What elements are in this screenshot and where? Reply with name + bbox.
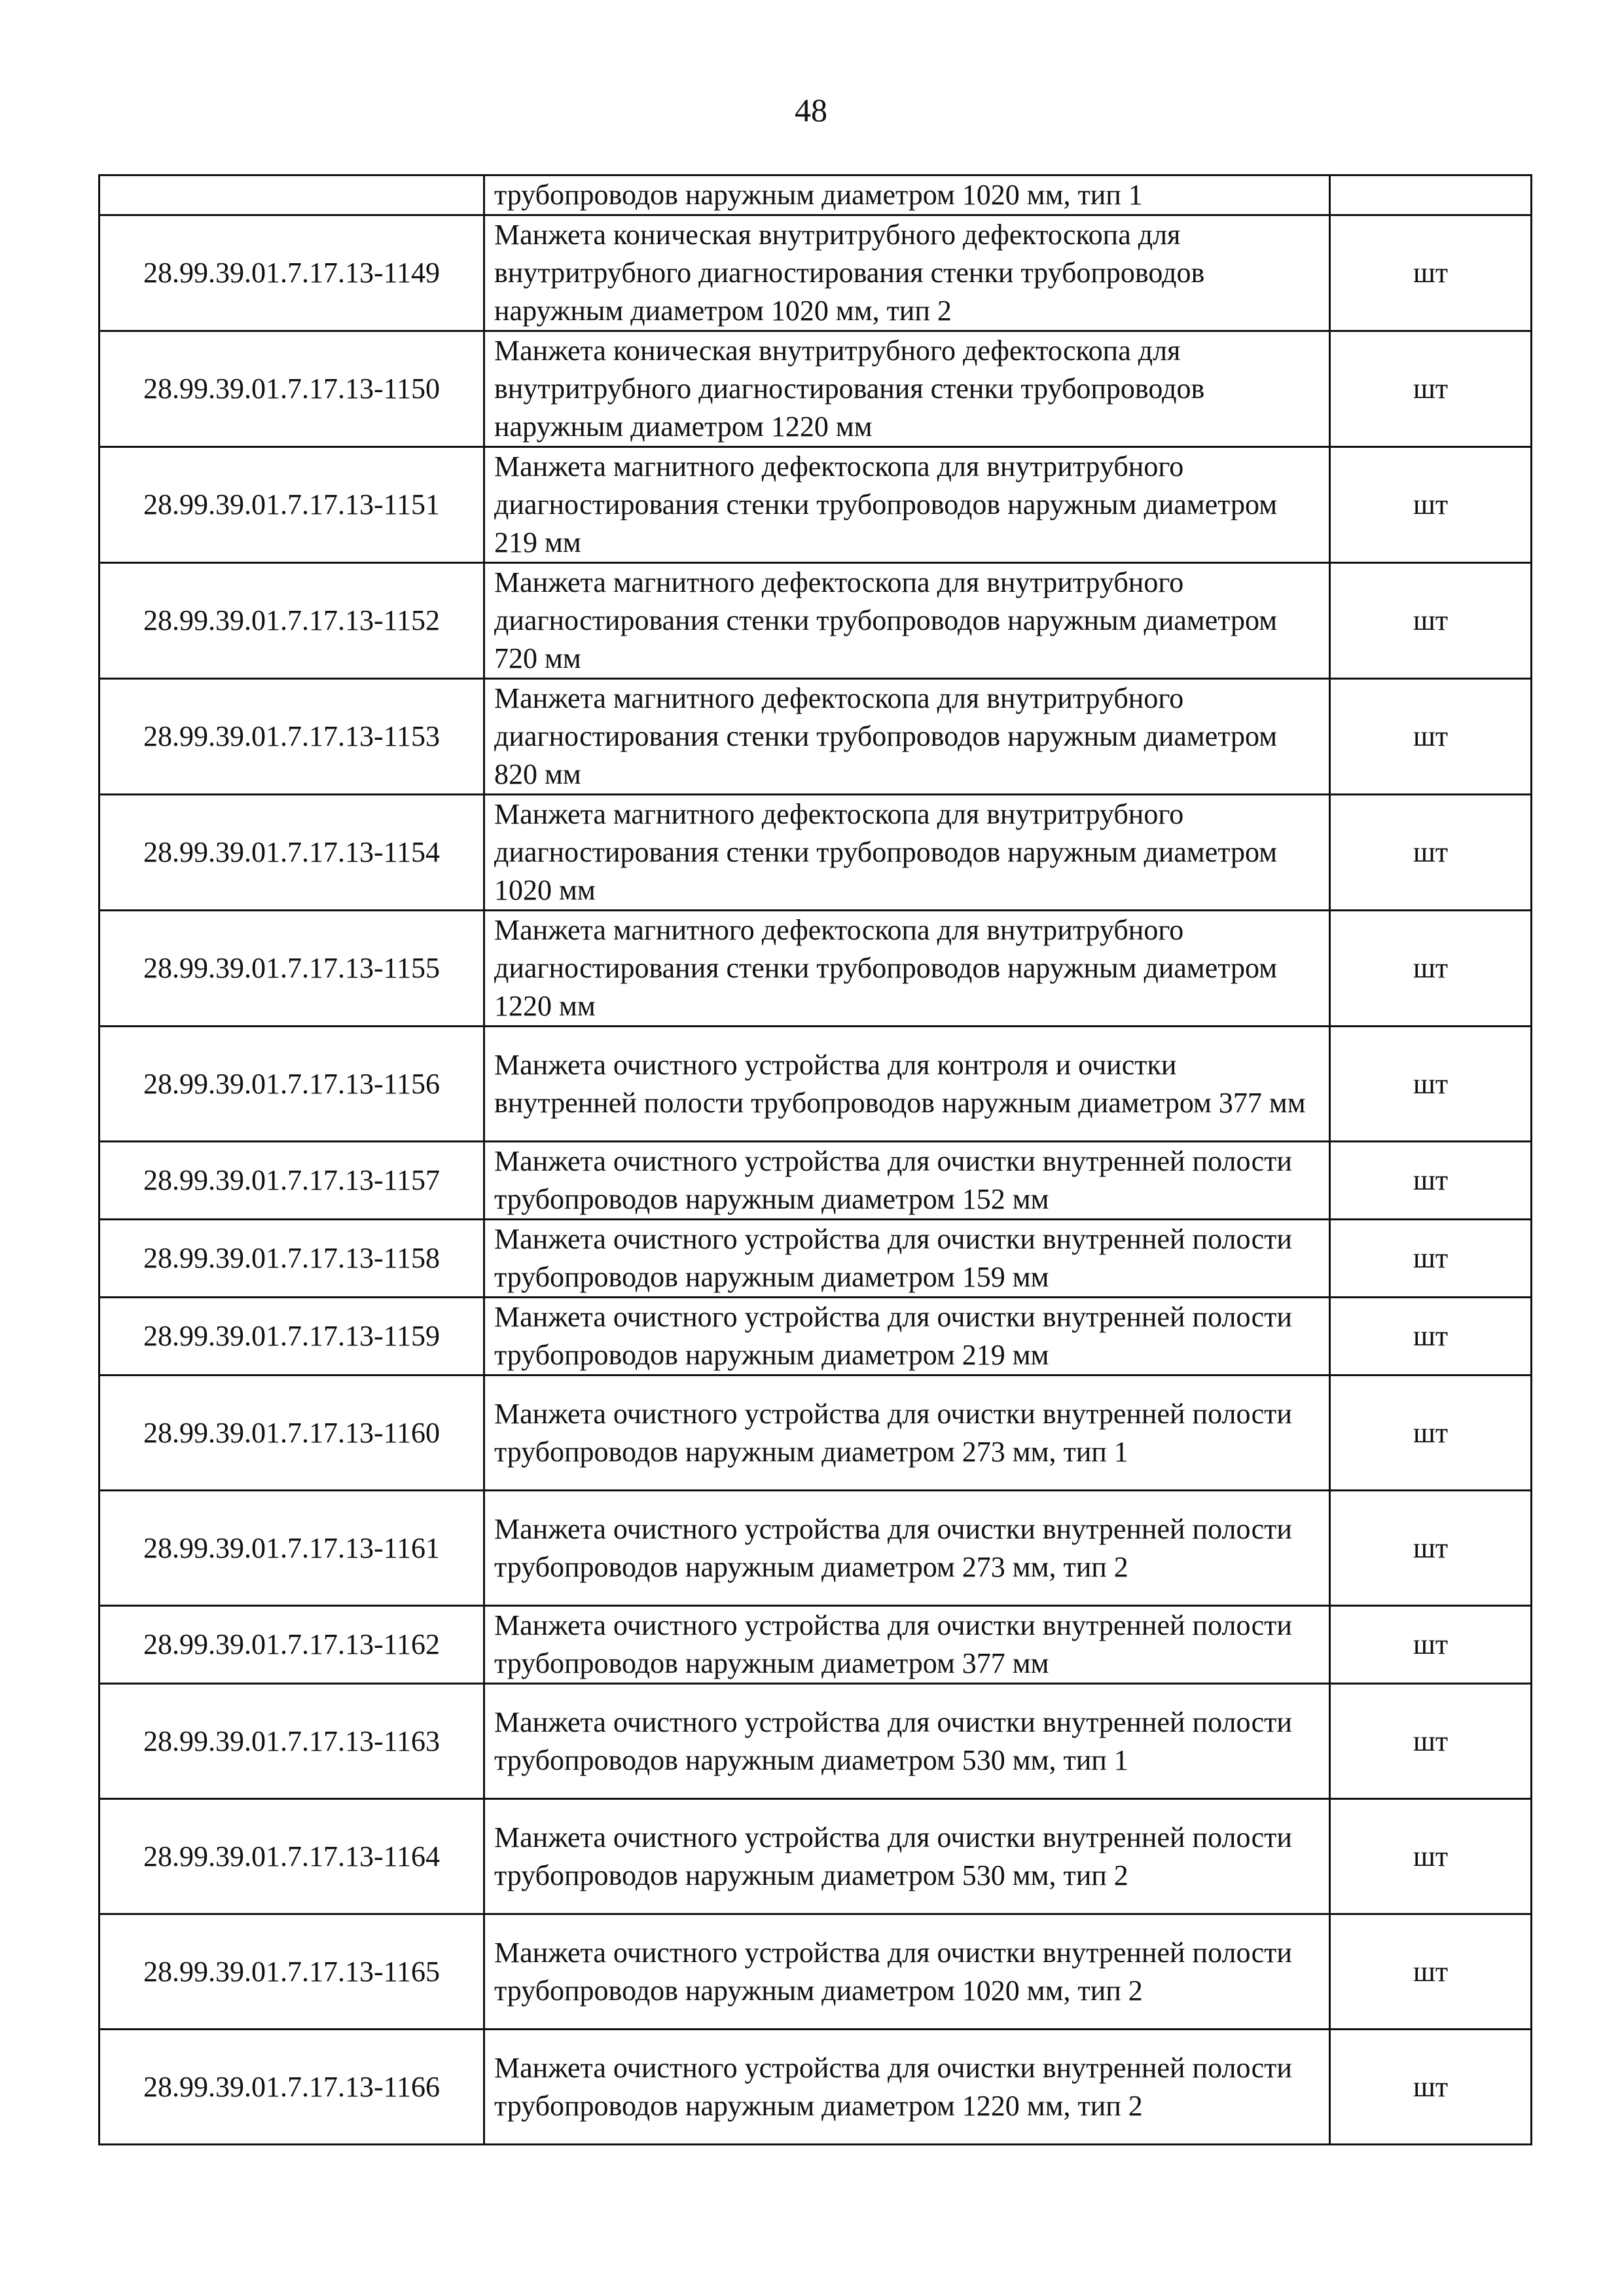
product-description-cell: Манжета очистного устройства для очистки внутренней полости трубопроводов наружным диаметром 530 мм, тип 2 xyxy=(484,1799,1330,1914)
table-row xyxy=(99,563,1532,679)
product-description-cell: Манжета магнитного дефектоскопа для внутритрубного диагностирования стенки трубопроводов наружным диаметром 1020 мм xyxy=(484,795,1330,911)
unit-cell: шт xyxy=(1330,679,1532,795)
product-description-cell: Манжета очистного устройства для очистки внутренней полости трубопроводов наружным диаметром 219 мм xyxy=(484,1298,1330,1376)
table-row xyxy=(99,1220,1532,1298)
unit-cell: шт xyxy=(1330,1491,1532,1606)
product-code-cell: 28.99.39.01.7.17.13-1162 xyxy=(99,1606,484,1684)
unit-cell: шт xyxy=(1330,911,1532,1027)
unit-cell: шт xyxy=(1330,1799,1532,1914)
product-description-cell: Манжета очистного устройства для очистки внутренней полости трубопроводов наружным диаметром 152 мм xyxy=(484,1142,1330,1220)
product-description-cell: Манжета очистного устройства для очистки внутренней полости трубопроводов наружным диаметром 273 мм, тип 1 xyxy=(484,1376,1330,1491)
unit-cell: шт xyxy=(1330,447,1532,563)
product-code-cell: 28.99.39.01.7.17.13-1158 xyxy=(99,1220,484,1298)
product-code-cell: 28.99.39.01.7.17.13-1164 xyxy=(99,1799,484,1914)
product-code-cell: 28.99.39.01.7.17.13-1165 xyxy=(99,1914,484,2030)
table-row xyxy=(99,447,1532,563)
catalog-table-body xyxy=(99,175,1532,2145)
product-code-cell: 28.99.39.01.7.17.13-1161 xyxy=(99,1491,484,1606)
continuation-row xyxy=(99,175,1532,215)
product-code-cell: 28.99.39.01.7.17.13-1159 xyxy=(99,1298,484,1376)
unit-cell: шт xyxy=(1330,795,1532,911)
continuation-description-cell: трубопроводов наружным диаметром 1020 мм, тип 1 xyxy=(484,175,1330,215)
unit-cell: шт xyxy=(1330,1376,1532,1491)
unit-cell: шт xyxy=(1330,215,1532,331)
product-code-cell: 28.99.39.01.7.17.13-1153 xyxy=(99,679,484,795)
table-row xyxy=(99,1914,1532,2030)
product-description-cell: Манжета очистного устройства для очистки внутренней полости трубопроводов наружным диаметром 1220 мм, тип 2 xyxy=(484,2030,1330,2145)
continuation-code-cell xyxy=(99,175,484,215)
table-row xyxy=(99,1376,1532,1491)
product-code-cell: 28.99.39.01.7.17.13-1151 xyxy=(99,447,484,563)
product-description-cell: Манжета очистного устройства для контроля и очистки внутренней полости трубопроводов наружным диаметром 377 мм xyxy=(484,1027,1330,1142)
unit-cell: шт xyxy=(1330,1220,1532,1298)
table-row xyxy=(99,1142,1532,1220)
product-code-cell: 28.99.39.01.7.17.13-1150 xyxy=(99,331,484,447)
continuation-unit-cell xyxy=(1330,175,1532,215)
product-code-cell: 28.99.39.01.7.17.13-1157 xyxy=(99,1142,484,1220)
product-description-cell: Манжета очистного устройства для очистки внутренней полости трубопроводов наружным диаметром 159 мм xyxy=(484,1220,1330,1298)
table-row xyxy=(99,911,1532,1027)
table-row xyxy=(99,679,1532,795)
product-description-cell: Манжета магнитного дефектоскопа для внутритрубного диагностирования стенки трубопроводов наружным диаметром 820 мм xyxy=(484,679,1330,795)
product-description-cell: Манжета магнитного дефектоскопа для внутритрубного диагностирования стенки трубопроводов наружным диаметром 219 мм xyxy=(484,447,1330,563)
unit-cell: шт xyxy=(1330,1027,1532,1142)
unit-cell: шт xyxy=(1330,2030,1532,2145)
unit-cell: шт xyxy=(1330,1914,1532,2030)
table-row xyxy=(99,1027,1532,1142)
unit-cell: шт xyxy=(1330,1142,1532,1220)
product-code-cell: 28.99.39.01.7.17.13-1156 xyxy=(99,1027,484,1142)
table-row xyxy=(99,215,1532,331)
product-description-cell: Манжета очистного устройства для очистки внутренней полости трубопроводов наружным диаметром 273 мм, тип 2 xyxy=(484,1491,1330,1606)
product-code-cell: 28.99.39.01.7.17.13-1154 xyxy=(99,795,484,911)
product-description-cell: Манжета очистного устройства для очистки внутренней полости трубопроводов наружным диаметром 1020 мм, тип 2 xyxy=(484,1914,1330,2030)
unit-cell: шт xyxy=(1330,563,1532,679)
unit-cell: шт xyxy=(1330,331,1532,447)
product-description-cell: Манжета очистного устройства для очистки внутренней полости трубопроводов наружным диаметром 530 мм, тип 1 xyxy=(484,1684,1330,1799)
table-row xyxy=(99,795,1532,911)
table-row xyxy=(99,1684,1532,1799)
table-row xyxy=(99,1491,1532,1606)
product-description-cell: Манжета очистного устройства для очистки внутренней полости трубопроводов наружным диаметром 377 мм xyxy=(484,1606,1330,1684)
product-code-cell: 28.99.39.01.7.17.13-1160 xyxy=(99,1376,484,1491)
catalog-table xyxy=(98,174,1532,2145)
product-code-cell: 28.99.39.01.7.17.13-1155 xyxy=(99,911,484,1027)
page-number: 48 xyxy=(795,92,827,128)
product-code-cell: 28.99.39.01.7.17.13-1166 xyxy=(99,2030,484,2145)
unit-cell: шт xyxy=(1330,1606,1532,1684)
table-row xyxy=(99,331,1532,447)
product-code-cell: 28.99.39.01.7.17.13-1152 xyxy=(99,563,484,679)
table-row xyxy=(99,1298,1532,1376)
product-code-cell: 28.99.39.01.7.17.13-1149 xyxy=(99,215,484,331)
product-description-cell: Манжета коническая внутритрубного дефектоскопа для внутритрубного диагностирования стенки трубопроводов наружным диаметром 1220 мм xyxy=(484,331,1330,447)
product-description-cell: Манжета магнитного дефектоскопа для внутритрубного диагностирования стенки трубопроводов наружным диаметром 1220 мм xyxy=(484,911,1330,1027)
table-row xyxy=(99,2030,1532,2145)
unit-cell: шт xyxy=(1330,1684,1532,1799)
product-description-cell: Манжета магнитного дефектоскопа для внутритрубного диагностирования стенки трубопроводов наружным диаметром 720 мм xyxy=(484,563,1330,679)
table-row xyxy=(99,1799,1532,1914)
product-description-cell: Манжета коническая внутритрубного дефектоскопа для внутритрубного диагностирования стенки трубопроводов наружным диаметром 1020 мм, тип 2 xyxy=(484,215,1330,331)
product-code-cell: 28.99.39.01.7.17.13-1163 xyxy=(99,1684,484,1799)
unit-cell: шт xyxy=(1330,1298,1532,1376)
table-row xyxy=(99,1606,1532,1684)
